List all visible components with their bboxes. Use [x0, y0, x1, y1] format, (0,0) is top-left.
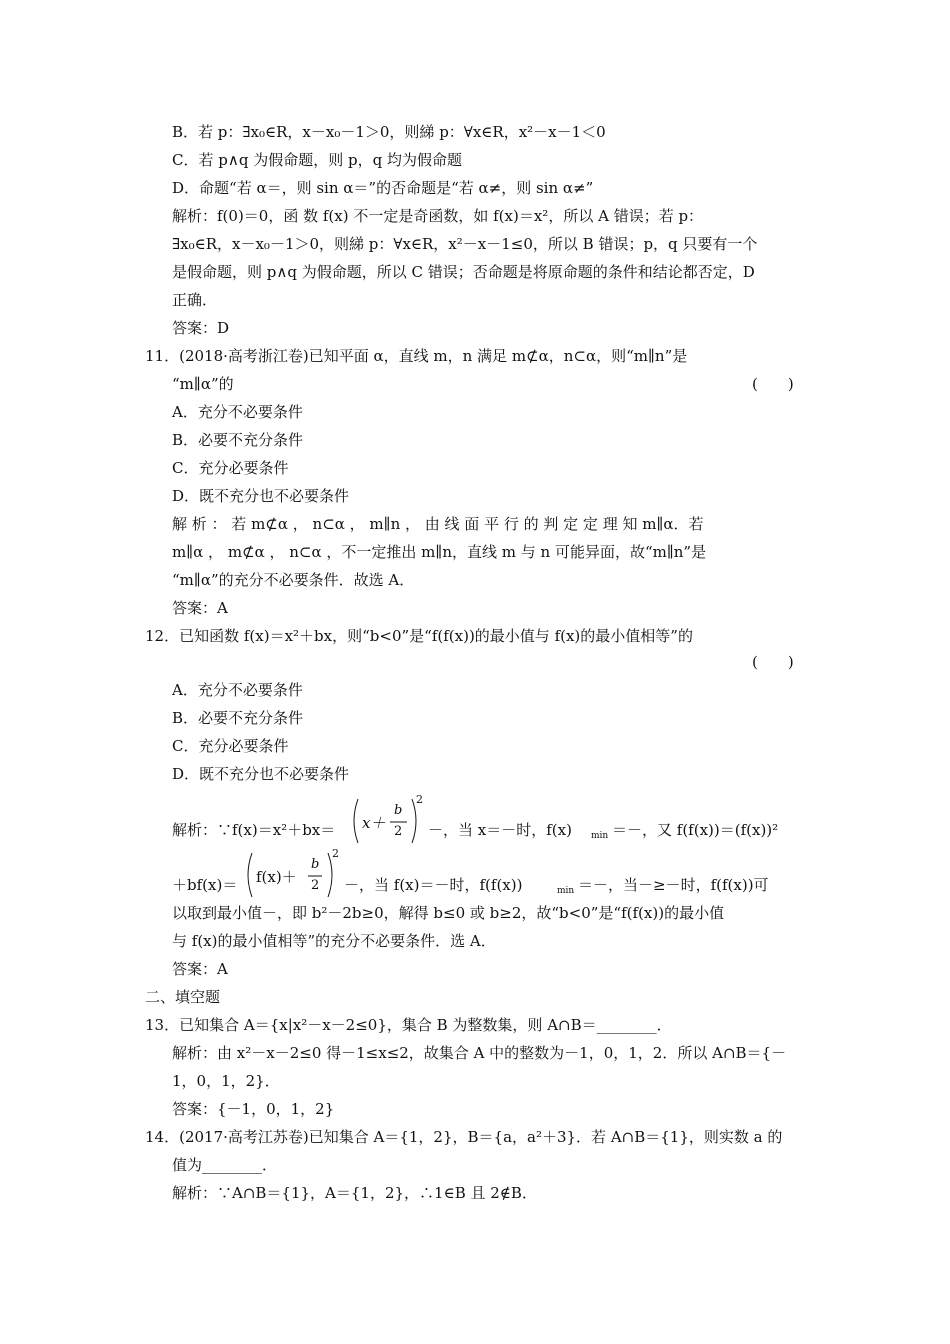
- q12-option-b: B．必要不充分条件: [172, 709, 304, 727]
- q14-stem-line-1: 14．(2017·高考江苏卷)已知集合 A＝{1，2}，B＝{a，a²＋3}．若 A∩B＝{1}，则实数 a 的: [145, 1128, 783, 1146]
- q11-solution-line-2: m∥α ， m⊄α ， n⊂α ，不一定推出 m∥n，直线 m 与 n 可能异面，故“m∥n”是: [172, 543, 707, 561]
- q12-frac1-square: 2: [416, 793, 423, 806]
- q12-fraction-expression-2: [246, 847, 340, 899]
- q12-option-a: A．充分不必要条件: [172, 681, 303, 699]
- q10-solution-line-4: 正确．: [172, 291, 218, 309]
- q12-option-c: C．充分必要条件: [172, 737, 289, 755]
- q12-frac1-prefix: x＋: [362, 814, 386, 832]
- q14-stem-line-2: 值为________．: [172, 1156, 278, 1174]
- q13-answer: 答案：{－1，0，1，2}: [172, 1100, 335, 1118]
- q12-min-subscript-1: min: [591, 831, 609, 841]
- q13-solution-line-1: 解析：由 x²－x－2≤0 得－1≤x≤2，故集合 A 中的整数为－1，0，1，2．所以 A∩B＝{－: [172, 1044, 787, 1062]
- q11-solution-line-1: 解 析 ： 若 m⊄α ， n⊂α ， m∥n ， 由 线 面 平 行 的 判 定 定 理 知 m∥α．若: [172, 515, 704, 533]
- q12-solution-line-1-start: 解析：∵f(x)＝x²＋bx＝: [172, 821, 336, 839]
- q12-frac2-square: 2: [332, 847, 339, 860]
- q13-solution-line-2: 1，0，1，2}．: [172, 1072, 280, 1090]
- q14-solution-line-1: 解析：∵A∩B＝{1}，A＝{1，2}，∴1∈B 且 2∉B．: [172, 1184, 537, 1202]
- q10-answer: 答案：D: [172, 319, 230, 337]
- q12-min-subscript-2: min: [557, 886, 575, 896]
- q11-option-d: D．既不充分也不必要条件: [172, 487, 350, 505]
- q12-solution-line-2-start: ＋bf(x)＝: [172, 876, 238, 894]
- q10-solution-line-2: ∃x₀∈R，x－x₀－1＞0，则綈 p：∀x∈R，x²－x－1≤0，所以 B 错误；p，q 只要有一个: [172, 235, 758, 253]
- q12-solution-line-1-end: ＝－，又 f(f(x))＝(f(x))²: [612, 821, 779, 839]
- q12-frac2-prefix: f(x)＋: [256, 868, 297, 886]
- section-heading-fill-in: 二、填空题: [145, 988, 221, 1006]
- q12-option-d: D．既不充分也不必要条件: [172, 765, 350, 783]
- q12-frac2-denominator: 2: [311, 878, 320, 893]
- q11-option-c: C．充分必要条件: [172, 459, 289, 477]
- q10-solution-line-3: 是假命题，则 p∧q 为假命题，所以 C 错误；否命题是将原命题的条件和结论都否定，D: [172, 263, 755, 281]
- q12-solution-line-3: 以取到最小值－，即 b²－2b≥0，解得 b≤0 或 b≥2，故“b<0”是“f(f(x))的最小值: [172, 904, 725, 922]
- q12-frac2-numerator: b: [311, 857, 320, 872]
- q11-stem-line-2: “m∥α”的: [172, 375, 234, 393]
- q12-frac1-denominator: 2: [394, 824, 403, 839]
- q11-answer: 答案：A: [172, 599, 228, 617]
- q10-option-c: C．若 p∧q 为假命题，则 p，q 均为假命题: [172, 151, 462, 169]
- q11-option-b: B．必要不充分条件: [172, 431, 304, 449]
- q12-solution-line-1-mid: －，当 x＝－时，f(x): [428, 821, 572, 839]
- q12-stem-line-1: 12．已知函数 f(x)＝x²＋bx，则“b<0”是“f(f(x))的最小值与 f(x)的最小值相等”的: [145, 627, 693, 645]
- q12-answer-paren: ( ): [752, 653, 794, 671]
- q12-solution-line-4: 与 f(x)的最小值相等”的充分不必要条件．选 A．: [172, 932, 496, 950]
- q13-stem: 13．已知集合 A＝{x|x²－x－2≤0}，集合 B 为整数集，则 A∩B＝________．: [145, 1016, 672, 1034]
- q12-fraction-expression-1: [352, 793, 424, 845]
- q11-solution-line-3: “m∥α”的充分不必要条件．故选 A．: [172, 571, 415, 589]
- q12-solution-line-2-end: ＝－，当－≥－时，f(f(x))可: [578, 876, 769, 894]
- q11-option-a: A．充分不必要条件: [172, 403, 303, 421]
- q12-answer: 答案：A: [172, 960, 228, 978]
- q11-answer-paren: ( ): [752, 375, 794, 393]
- q11-stem-line-1: 11．(2018·高考浙江卷)已知平面 α，直线 m，n 满足 m⊄α，n⊂α，则“m∥n”是: [145, 347, 688, 365]
- q12-frac1-numerator: b: [394, 803, 403, 818]
- q10-solution-line-1: 解析：f(0)＝0，函 数 f(x) 不一定是奇函数，如 f(x)＝x²，所以 A 错误；若 p：: [172, 207, 704, 225]
- q10-option-b: B．若 p：∃x₀∈R，x－x₀－1＞0，则綈 p：∀x∈R，x²－x－1＜0: [172, 123, 606, 141]
- q12-solution-line-2-mid: －，当 f(x)＝－时，f(f(x)): [344, 876, 523, 894]
- q10-option-d: D．命题“若 α＝，则 sin α＝”的否命题是“若 α≠，则 sin α≠”: [172, 179, 594, 197]
